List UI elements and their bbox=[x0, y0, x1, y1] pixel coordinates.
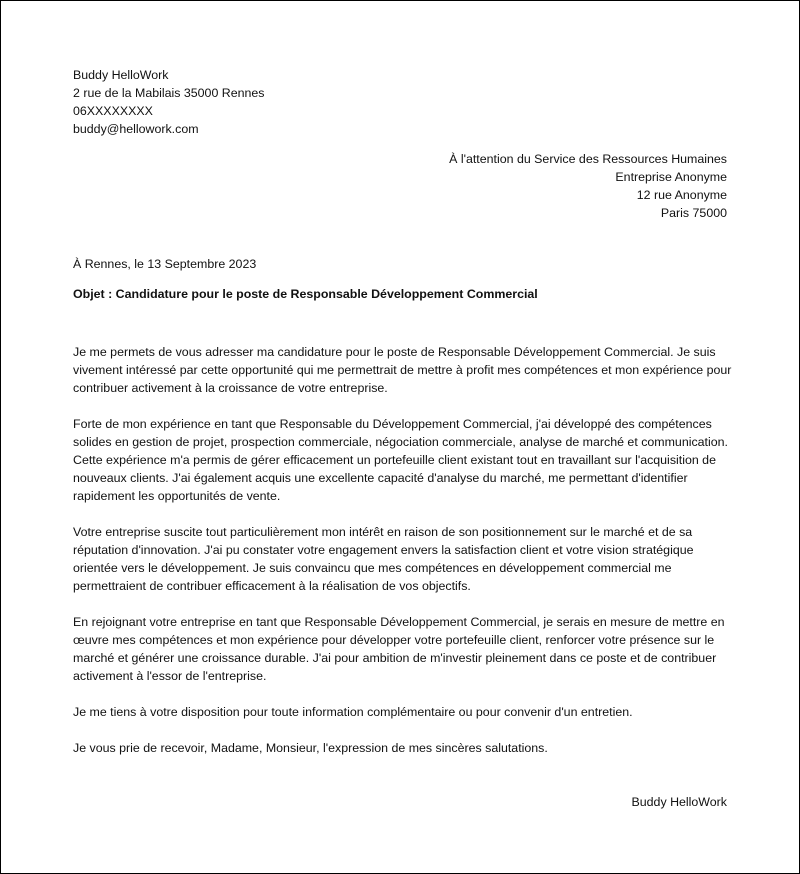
paragraph-availability: Je me tiens à votre disposition pour toute information complémentaire ou pour convenir d'un entretien. bbox=[73, 705, 633, 719]
sender-block bbox=[73, 66, 265, 138]
date-line: À Rennes, le 13 Septembre 2023 bbox=[73, 257, 257, 271]
paragraph-contribution: En rejoignant votre entreprise en tant que Responsable Développement Commercial, je serais en mesure de mettre en œuvre mes compétences et mon expérience pour développer votre portefeuille client, renforcer votre présence sur le marché et générer une croissance durable. J'ai pour ambition de m'investir pleinement dans ce poste et de contribuer activement à l'essor de l'entreprise. bbox=[73, 615, 725, 683]
signature: Buddy HelloWork bbox=[631, 795, 727, 809]
recipient-city: Paris 75000 bbox=[660, 206, 727, 220]
letter-body bbox=[73, 343, 733, 775]
sender-phone: 06XXXXXXXX bbox=[73, 104, 153, 118]
paragraph-experience: Forte de mon expérience en tant que Responsable du Développement Commercial, j'ai développé des compétences solides en gestion de projet, prospection commerciale, négociation commerciale, analyse de marché et communication. Cette expérience m'a permis de gérer efficacement un portefeuille client existant tout en travaillant sur l'acquisition de nouveaux clients. J'ai également acquis une excellente capacité d'analyse du marché, me permettant d'identifier rapidement les opportunités de vente. bbox=[73, 417, 728, 503]
recipient-block bbox=[449, 150, 727, 222]
paragraph-motivation: Votre entreprise suscite tout particulièrement mon intérêt en raison de son positionnement sur le marché et de sa réputation d'innovation. J'ai pu constater votre engagement envers la satisfaction client et votre vision stratégique orientée vers le développement. Je suis convaincu que mes compétences en développement commercial me permettraient de contribuer efficacement à la réalisation de vos objectifs. bbox=[73, 525, 694, 593]
sender-name: Buddy HelloWork bbox=[73, 68, 169, 82]
subject-line: Objet : Candidature pour le poste de Responsable Développement Commercial bbox=[73, 287, 538, 301]
sender-email: buddy@hellowork.com bbox=[73, 122, 199, 136]
paragraph-introduction: Je me permets de vous adresser ma candidature pour le poste de Responsable Développement Commercial. Je suis vivement intéressé par cette opportunité qui me permettrait de mettre à profit mes compétences et mon expérience pour contribuer activement à la croissance de votre entreprise. bbox=[73, 345, 732, 395]
recipient-company: Entreprise Anonyme bbox=[615, 170, 727, 184]
recipient-street: 12 rue Anonyme bbox=[636, 188, 727, 202]
paragraph-closing: Je vous prie de recevoir, Madame, Monsieur, l'expression de mes sincères salutations. bbox=[73, 741, 548, 755]
recipient-attention: À l'attention du Service des Ressources Humaines bbox=[449, 152, 727, 166]
sender-address: 2 rue de la Mabilais 35000 Rennes bbox=[73, 86, 265, 100]
